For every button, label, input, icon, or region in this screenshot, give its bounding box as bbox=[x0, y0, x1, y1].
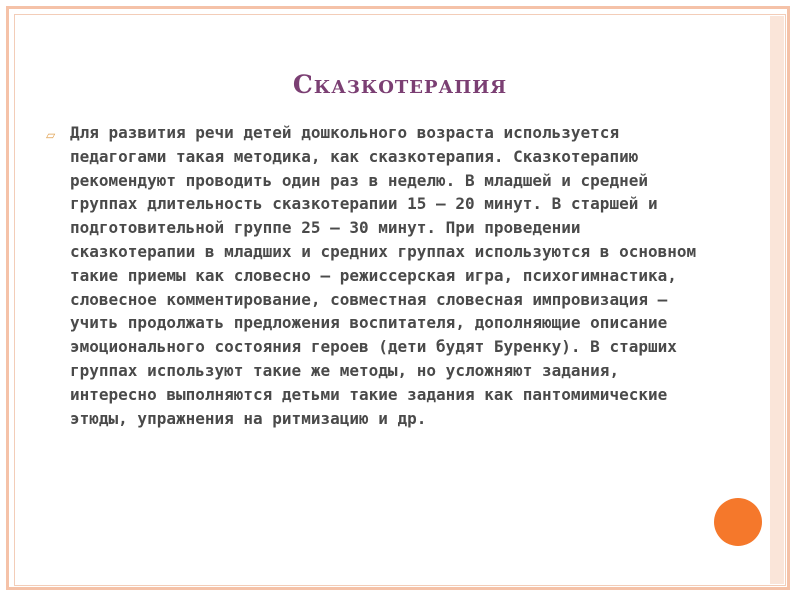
decorative-circle-icon bbox=[714, 498, 762, 546]
slide-side-band bbox=[770, 16, 784, 584]
slide-body-text: Для развития речи детей дошкольного возраста используется педагогами такая методика, как сказкотерапия. Сказкотерапию рекомендуют проводить один раз в неделю. В младшей и средней группах длительность сказкотерапии 15 – 20 минут. В старшей и подготовительной группе 25 – 30 минут. При проведении сказкотерапии в младших и средних группах используются в основном такие приемы как словесно – режиссерская игра, психогимнастика, словесное комментирование, совместная словесная импровизация – учить продолжать предложения воспитателя, дополняющие описание эмоционального состояния героев (дети будят Буренку). В старших группах используют такие же методы, но усложняют задания, интересно выполняются детьми такие задания как пантомимические этюды, упражнения на ритмизацию и др. bbox=[70, 123, 697, 428]
bullet-icon: ▱ bbox=[46, 128, 56, 142]
slide-title: Сказкотерапия bbox=[292, 70, 508, 99]
